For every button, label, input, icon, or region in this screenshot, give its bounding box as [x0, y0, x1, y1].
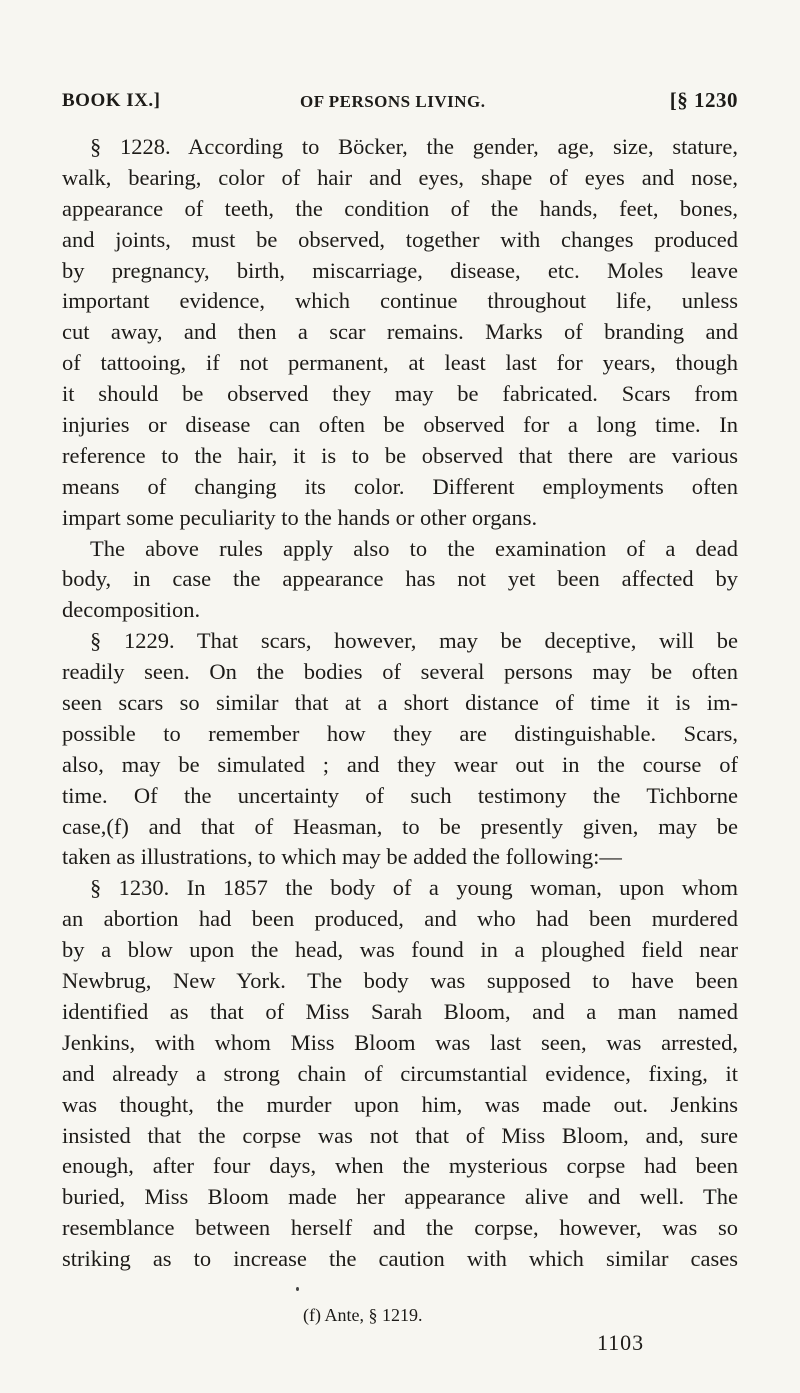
text-line: possible to remember how they are distinguishable. Scars,	[62, 720, 738, 746]
text-line: buried, Miss Bloom made her appearance alive and well. The	[62, 1184, 738, 1210]
text-line: means of changing its color. Different employments often	[62, 473, 738, 499]
text-line: walk, bearing, color of hair and eyes, shape of eyes and nose,	[62, 164, 738, 190]
text-line: identified as that of Miss Sarah Bloom, and a man named	[62, 998, 738, 1024]
text-line: reference to the hair, it is to be observed that there are various	[62, 442, 738, 468]
text-line: Newbrug, New York. The body was supposed to have been	[62, 968, 738, 994]
text-line: important evidence, which continue throughout life, unless	[62, 288, 738, 314]
text-line: decomposition.	[62, 597, 201, 623]
text-line: body, in case the appearance has not yet been affected by	[62, 566, 738, 592]
running-head-section: [§ 1230	[669, 88, 738, 112]
page-number: 1103	[597, 1330, 645, 1355]
footnote: (f) Ante, § 1219.	[303, 1305, 423, 1325]
text-line: injuries or disease can often be observed for a long time. In	[62, 412, 738, 438]
text-line: it should be observed they may be fabricated. Scars from	[62, 381, 738, 407]
text-line: The above rules apply also to the examination of a dead	[90, 535, 738, 561]
text-line: enough, after four days, when the mysterious corpse had been	[62, 1153, 738, 1179]
text-line: § 1229. That scars, however, may be deceptive, will be	[90, 628, 738, 654]
running-head-title: OF PERSONS LIVING.	[300, 92, 486, 111]
text-line: striking as to increase the caution with which similar cases	[62, 1246, 738, 1272]
text-line: case,(f) and that of Heasman, to be presently given, may be	[62, 813, 738, 839]
text-line: of tattooing, if not permanent, at least last for years, though	[62, 350, 738, 376]
text-line: § 1228. According to Böcker, the gender, age, size, stature,	[90, 134, 738, 159]
text-line: Jenkins, with whom Miss Bloom was last seen, was arrested,	[62, 1029, 738, 1055]
text-line: by a blow upon the head, was found in a ploughed field near	[62, 937, 738, 963]
text-line: seen scars so similar that at a short distance of time it is im-	[62, 690, 738, 716]
text-line: was thought, the murder upon him, was made out. Jenkins	[62, 1091, 738, 1117]
body-text	[62, 132, 738, 1275]
print-speck	[296, 1287, 299, 1291]
running-head-book: BOOK IX.]	[62, 90, 161, 111]
text-line: by pregnancy, birth, miscarriage, disease, etc. Moles leave	[62, 257, 738, 283]
text-line: resemblance between herself and the corpse, however, was so	[62, 1215, 738, 1241]
text-line: and already a strong chain of circumstantial evidence, fixing, it	[62, 1060, 738, 1086]
text-line: impart some peculiarity to the hands or other organs.	[62, 504, 538, 530]
text-line: insisted that the corpse was not that of Miss Bloom, and, sure	[62, 1122, 738, 1148]
running-head	[62, 90, 738, 118]
text-line: time. Of the uncertainty of such testimony the Tichborne	[62, 782, 738, 808]
text-line: and joints, must be observed, together with changes produced	[62, 226, 738, 252]
text-line: appearance of teeth, the condition of the hands, feet, bones,	[62, 195, 738, 221]
text-line: § 1230. In 1857 the body of a young woman, upon whom	[90, 875, 738, 901]
text-line: taken as illustrations, to which may be added the following:—	[62, 844, 622, 870]
text-line: readily seen. On the bodies of several persons may be often	[62, 659, 738, 685]
text-line: an abortion had been produced, and who had been murdered	[62, 906, 738, 932]
text-line: also, may be simulated ; and they wear out in the course of	[62, 751, 738, 777]
text-line: cut away, and then a scar remains. Marks of branding and	[62, 319, 738, 345]
